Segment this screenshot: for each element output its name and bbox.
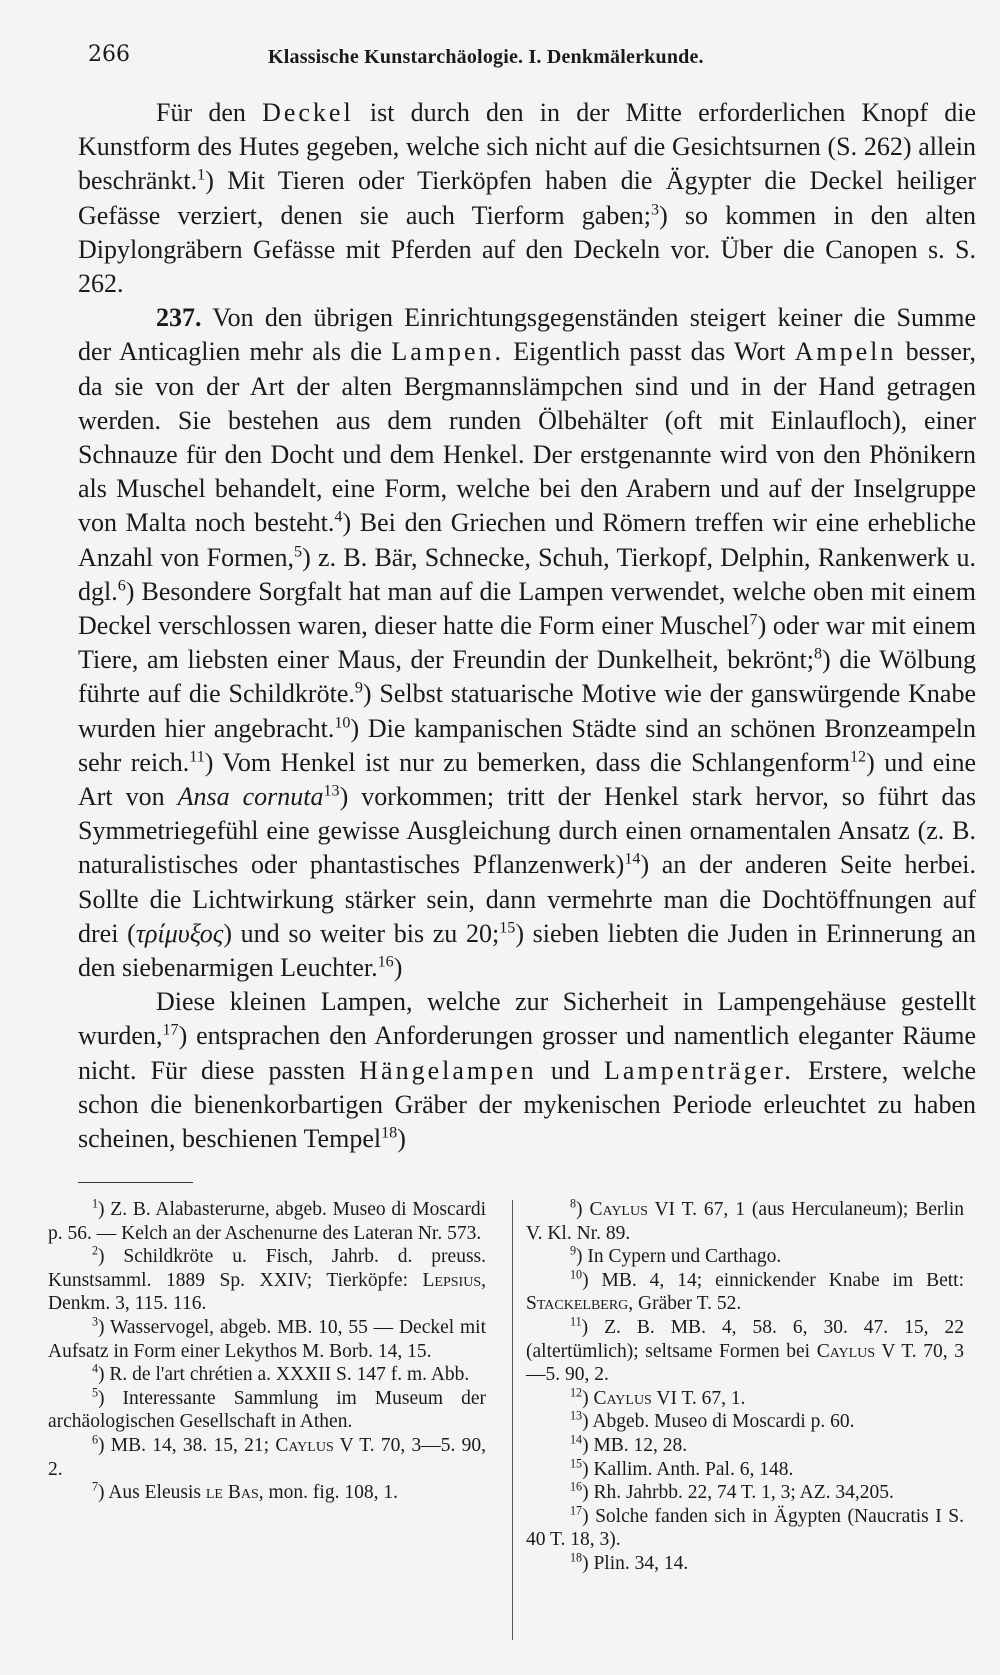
footnote-number: 17: [570, 1503, 583, 1518]
footnote-text: ) MB. 4, 14; einnickender Knabe im Bett:: [582, 1269, 964, 1291]
footnote-ref: 11: [189, 748, 205, 766]
footnote-6: [48, 1434, 486, 1481]
text-run: ist durch den in der Mitte erforderlichen Knopf die Kunstform des Hutes gegeben, welche sich nicht auf die Gesichtsurnen (S. 262) allein beschränkt.: [78, 98, 976, 196]
footnote-number: 9: [570, 1243, 577, 1258]
footnote-2: [48, 1245, 486, 1316]
text-run: Von den übrigen Einrichtungsgegenständen steigert keiner die Summe der Anticaglien mehr als die: [78, 303, 976, 367]
text-run: ) die Wölbung führte auf die Schildkröte.: [78, 645, 976, 709]
text-run: und: [536, 1055, 605, 1085]
text-run: Eigentlich passt das Wort: [504, 337, 795, 367]
paragraph-haengelampen: [78, 985, 976, 1156]
text-run: ) an der anderen Seite herbei. Sollte die Lichtwirkung stärker sein, dann vermehrte man die Dochtöffnungen auf drei (: [78, 850, 976, 948]
footnote-text: ) Wasservogel, abgeb. MB. 10, 55 — Deckel mit Aufsatz in Form einer Lekythos M. Borb. 14, 15.: [48, 1316, 486, 1362]
footnote-9: [526, 1245, 964, 1269]
footnote-text: ) Z. B. Alabasterurne, abgeb. Museo di Moscardi p. 56. — Kelch an der Aschenurne des Lateran Nr. 573.: [48, 1199, 486, 1244]
text-run: ) Die kampanischen Städte sind an schönen Bronzeampeln sehr reich.: [78, 713, 976, 777]
footnote-text: , Gräber T. 52.: [628, 1293, 742, 1315]
text-run: ): [397, 1124, 406, 1154]
text-run: ) oder war mit einem Tiere, am liebsten einer Maus, der Freundin der Dunkelheit, bekrönt;: [78, 611, 976, 675]
footnote-text: VI T. 67, 1.: [651, 1387, 746, 1409]
footnote-text: ) In Cypern und Carthago.: [576, 1246, 782, 1268]
text-run: ) sieben liebten die Juden in Erinnerung an den siebenarmigen Leuchter.: [78, 918, 976, 983]
author-name: Lepsius: [422, 1269, 482, 1291]
footnote-number: 5: [92, 1385, 99, 1400]
text-run: ) Bei den Griechen und Römern treffen wir eine erhebliche Anzahl von Formen,: [78, 508, 976, 572]
text-run: ) so kommen in den alten Dipylongräbern Gefässe mit Pferden auf den Deckeln vor. Über die Canopen s. S. 262.: [78, 200, 976, 299]
footnote-14: [526, 1434, 964, 1458]
text-run: ) Mit Tieren oder Tierköpfen haben die Ägypter die Deckel heiliger Gefässe verziert, denen sie auch Tierform gaben;: [78, 166, 976, 230]
text-run: ) entsprachen den Anforderungen grosser und namentlich eleganter Räume nicht. Für diese passten: [78, 1021, 976, 1085]
footnote-separator: [78, 1182, 193, 1183]
footnote-number: 16: [570, 1479, 583, 1494]
footnote-15: [526, 1458, 964, 1482]
text-run: ): [393, 953, 403, 983]
column-divider: [512, 1200, 513, 1640]
footnote-number: 13: [570, 1408, 583, 1423]
footnote-1: [48, 1198, 486, 1245]
footnote-11: [526, 1316, 964, 1387]
footnote-ref: 12: [850, 748, 867, 766]
footnote-ref: 16: [377, 953, 394, 971]
author-name: Caylus: [593, 1387, 652, 1409]
spaced-term: Hängelampen: [359, 1055, 537, 1085]
footnote-ref: 14: [624, 850, 641, 868]
footnote-number: 6: [92, 1432, 99, 1447]
footnotes-left-column: [48, 1198, 486, 1505]
footnote-3: [48, 1316, 486, 1363]
greek-term: τρίμυξος: [135, 918, 224, 948]
author-name: Caylus: [275, 1434, 334, 1456]
footnote-8: [526, 1198, 964, 1245]
footnote-7: [48, 1481, 486, 1505]
footnote-5: [48, 1387, 486, 1434]
footnote-text: , mon. fig. 108, 1.: [258, 1482, 398, 1504]
footnote-ref: 17: [162, 1021, 179, 1039]
footnote-text: V T. 70, 3—5. 90, 2.: [526, 1340, 964, 1386]
italic-term: Ansa cornuta: [177, 782, 324, 812]
text-run: ) Besondere Sorgfalt hat man auf die Lampen verwendet, welche oben mit einem Deckel verschlossen waren, dieser hatte die Form einer Muschel: [78, 576, 976, 641]
footnote-number: 10: [570, 1267, 583, 1282]
footnote-text: ) Plin. 34, 14.: [582, 1552, 689, 1574]
footnote-text: ) Interessante Sammlung im Museum der archäologischen Gesellschaft in Athen.: [48, 1387, 486, 1433]
main-text: [78, 96, 976, 1156]
footnote-17: [526, 1505, 964, 1552]
text-run: Diese kleinen Lampen, welche zur Sicherheit in Lampengehäuse gestellt wurden,: [78, 987, 976, 1051]
footnote-ref: 9: [354, 679, 363, 697]
footnote-number: 7: [92, 1479, 99, 1494]
paragraph-237-lampen: [78, 301, 976, 985]
paragraph-deckel: [78, 96, 976, 301]
spaced-term: Lampenträger.: [604, 1055, 794, 1085]
page-number: 266: [88, 42, 130, 67]
footnote-ref: 13: [323, 782, 340, 800]
text-run: Erstere, welche schon die bienenkorbartigen Gräber der mykenischen Periode erleuchtet zu haben scheinen, beschienen Tempel: [78, 1055, 976, 1154]
footnote-text: ): [582, 1387, 594, 1409]
footnote-number: 8: [570, 1196, 577, 1211]
running-title: Klassische Kunstarchäologie. I. Denkmälerkunde.: [268, 46, 704, 68]
author-name: Stackelberg: [526, 1293, 629, 1315]
footnote-ref: 5: [294, 542, 303, 560]
footnote-text: , Denkm. 3, 115. 116.: [48, 1269, 486, 1315]
footnote-ref: 18: [381, 1124, 398, 1142]
footnote-text: ) Solche fanden sich in Ägypten (Naucratis I S. 40 T. 18, 3).: [526, 1505, 964, 1551]
footnote-number: 15: [570, 1456, 583, 1471]
footnote-ref: 7: [749, 611, 758, 629]
footnote-text: ) Kallim. Anth. Pal. 6, 148.: [582, 1458, 794, 1480]
author-name: Caylus: [589, 1199, 648, 1220]
footnote-12: [526, 1387, 964, 1411]
footnote-text: V T. 70, 3—5. 90, 2.: [48, 1434, 486, 1480]
footnote-text: ) MB. 12, 28.: [582, 1434, 688, 1456]
text-run: ) z. B. Bär, Schnecke, Schuh, Tierkopf, Delphin, Rankenwerk u. dgl.: [78, 542, 976, 606]
footnote-number: 2: [92, 1243, 99, 1258]
footnote-text: ) R. de l'art chrétien a. XXXII S. 147 f. m. Abb.: [98, 1364, 470, 1386]
footnote-text: ) MB. 14, 38. 15, 21;: [98, 1434, 276, 1456]
footnote-text: VI T. 67, 1 (aus Herculaneum); Berlin V. Kl. Nr. 89.: [526, 1199, 964, 1244]
footnote-18: [526, 1552, 964, 1576]
footnote-text: ) Schildkröte u. Fisch, Jahrb. d. preuss. Kunstsamml. 1889 Sp. XXIV; Tierköpfe:: [48, 1246, 486, 1291]
footnote-number: 4: [92, 1361, 99, 1376]
footnote-ref: 6: [117, 577, 126, 595]
footnote-number: 1: [92, 1196, 99, 1211]
footnote-4: [48, 1363, 486, 1387]
footnote-ref: 8: [813, 645, 823, 663]
footnote-text: ) Z. B. MB. 4, 58. 6, 30. 47. 15, 22 (altertümlich); seltsame Formen bei: [526, 1316, 964, 1362]
text-run: besser, da sie von der Art der alten Bergmannslämpchen sind und in der Hand getragen werden. Sie bestehen aus dem runden Ölbehälter (oft mit Einlaufloch), einer Schnauze für den Docht und dem Henkel. Der erstgenannte wird von den Phönikern als Muschel behandelt, eine Form, welche bei den Arabern und auf der Inselgruppe von Malta noch besteht.: [78, 337, 977, 538]
footnote-text: ) Abgeb. Museo di Moscardi p. 60.: [582, 1411, 855, 1433]
spaced-term: Ampeln: [794, 337, 897, 367]
text-run: Für den: [156, 98, 263, 127]
text-run: ) Selbst statuarische Motive wie der ganswürgende Knabe wurden hier angebracht.: [78, 679, 976, 743]
footnotes-right-column: [526, 1198, 964, 1576]
footnote-text: ) Aus Eleusis: [98, 1482, 206, 1504]
footnote-13: [526, 1410, 964, 1434]
footnote-ref: 10: [334, 714, 351, 731]
page-header: [88, 42, 940, 82]
author-name: le Bas: [205, 1482, 259, 1504]
footnote-number: 11: [570, 1314, 582, 1329]
author-name: Caylus: [816, 1340, 876, 1362]
footnote-ref: 15: [499, 919, 516, 937]
footnote-16: [526, 1481, 964, 1505]
footnote-ref: 3: [651, 200, 660, 218]
footnote-10: [526, 1269, 964, 1316]
text-run: ) und so weiter bis zu 20;: [223, 918, 500, 948]
text-run: ) und eine Art von: [78, 747, 976, 812]
text-run: ) vorkommen; tritt der Henkel stark hervor, so führt das Symmetriegefühl eine gewisse Ausgleichung durch einen ornamentalen Ansatz (z. B. naturalistisches oder phantastisches Pflanzenwerk): [78, 782, 976, 880]
footnote-ref: 1: [197, 166, 206, 184]
text-run: ) Vom Henkel ist nur zu bemerken, dass die Schlangenform: [204, 747, 850, 777]
footnote-number: 3: [92, 1314, 99, 1329]
footnote-text: ): [576, 1199, 590, 1220]
footnote-number: 12: [570, 1385, 583, 1400]
spaced-term: Deckel: [262, 98, 354, 127]
spaced-term: Lampen.: [391, 337, 504, 367]
footnote-ref: 4: [334, 508, 343, 526]
footnote-number: 18: [570, 1550, 583, 1565]
footnote-text: ) Rh. Jahrbb. 22, 74 T. 1, 3; AZ. 34,205.: [582, 1482, 894, 1504]
section-number: 237.: [156, 303, 202, 333]
footnote-number: 14: [570, 1432, 583, 1447]
